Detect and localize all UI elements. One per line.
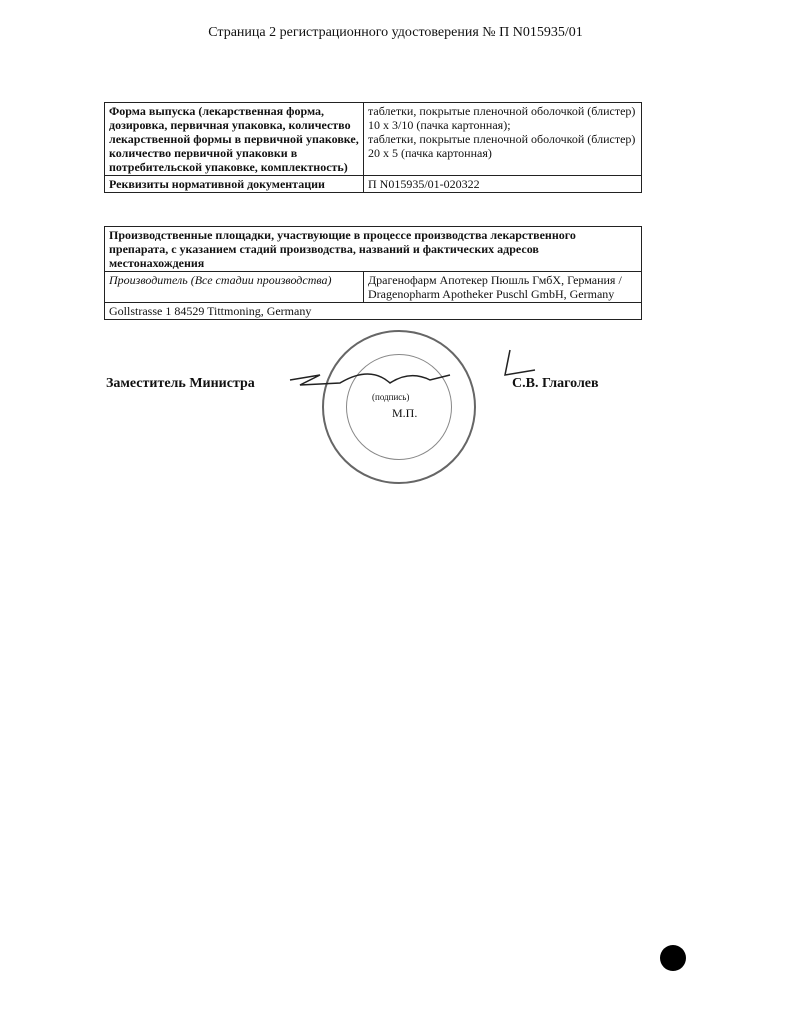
manufacturer-address: Gollstrasse 1 84529 Tittmoning, Germany bbox=[105, 303, 642, 320]
signatory-name: С.В. Глаголев bbox=[512, 376, 599, 391]
manufacturing-sites-table bbox=[104, 226, 642, 320]
scan-mark bbox=[660, 945, 686, 971]
release-form-value-2: таблетки, покрытые пленочной оболочкой (блистер) 20 x 5 (пачка картонная) bbox=[368, 132, 636, 160]
page-header: Страница 2 регистрационного удостоверения № П N015935/01 bbox=[208, 25, 583, 40]
release-form-value bbox=[364, 103, 642, 176]
sites-heading: Производственные площадки, участвующие в процессе производства лекарственного препарата, с указанием стадий производства, названий и фактических адресов местонахождения bbox=[105, 227, 642, 272]
seal-label: М.П. bbox=[392, 406, 418, 420]
signature-mark bbox=[280, 345, 560, 405]
table-row bbox=[105, 103, 642, 176]
release-form-table bbox=[104, 102, 642, 193]
manufacturer-role: Производитель (Все стадии производства) bbox=[105, 272, 364, 303]
signature-caption: (подпись) bbox=[372, 392, 410, 402]
manufacturer-name: Драгенофарм Апотекер Пюшль ГмбХ, Германия / Dragenopharm Apotheker Puschl GmbH, Germany bbox=[364, 272, 642, 303]
release-form-label: Форма выпуска (лекарственная форма, дозировка, первичная упаковка, количество лекарственной формы в первичной упаковке, количество первичной упаковки в потребительской упаковке, комплектность) bbox=[105, 103, 364, 176]
normative-doc-value: П N015935/01-020322 bbox=[364, 176, 642, 193]
normative-doc-label: Реквизиты нормативной документации bbox=[105, 176, 364, 193]
release-form-value-1: таблетки, покрытые пленочной оболочкой (блистер) 10 x 3/10 (пачка картонная); bbox=[368, 104, 636, 132]
signatory-position: Заместитель Министра bbox=[106, 376, 255, 391]
table-row bbox=[105, 176, 642, 193]
